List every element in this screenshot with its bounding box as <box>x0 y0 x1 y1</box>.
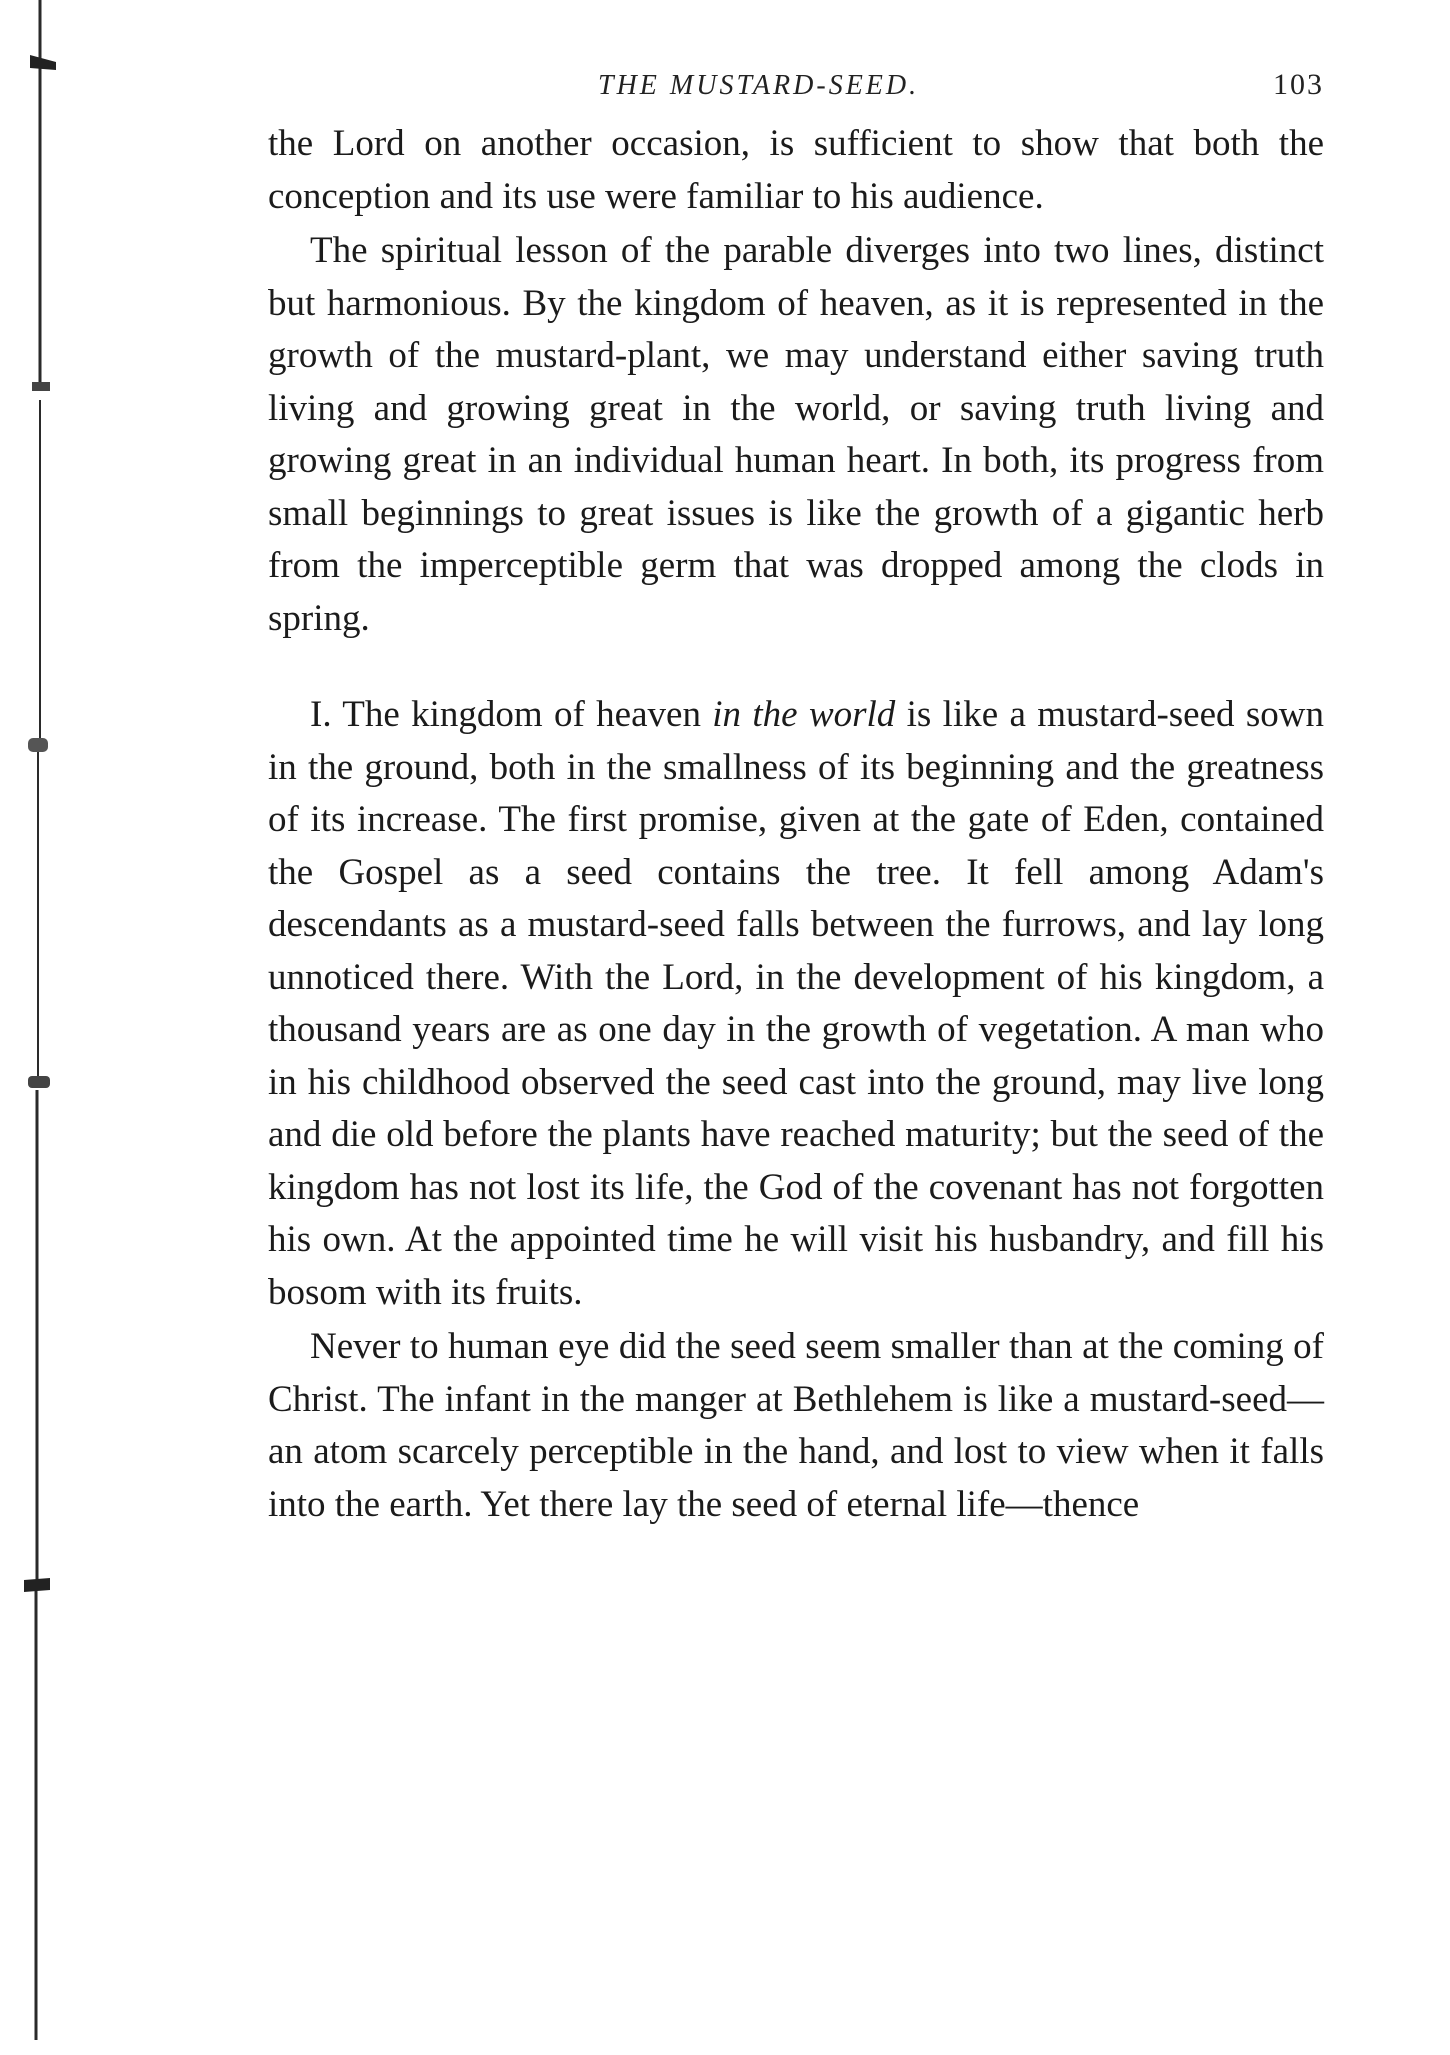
book-page <box>268 58 1324 1531</box>
paragraph-section-one-start: I. The kingdom of heaven <box>310 694 713 735</box>
running-head <box>268 58 1324 118</box>
emphasis-in-the-world: in the world <box>712 694 896 735</box>
paragraph-continued: the Lord on another occasion, is sufficient to show that both the conception and its use were familiar to his audience. <box>268 123 1324 217</box>
page-number: 103 <box>1273 68 1324 101</box>
paragraph-never-to-human-eye: Never to human eye did the seed seem smaller than at the coming of Christ. The infant in the manger at Bethlehem is like a mustard-seed—an atom scarcely perceptible in the hand, and lost to view when it falls into the earth. Yet there lay the seed of eternal life—thence <box>268 1326 1324 1525</box>
running-head-title: THE MUSTARD-SEED. <box>598 70 920 101</box>
paragraph-spiritual-lesson: The spiritual lesson of the parable diverges into two lines, distinct but harmonious. By the kingdom of heaven, as it is represented in the growth of the mustard-plant, we may understand either saving truth living and growing great in the world, or saving truth living and growing great in an individual human heart. In both, its progress from small beginnings to great issues is like the growth of a gigantic herb from the imperceptible germ that was dropped among the clods in spring. <box>268 230 1324 639</box>
binding-mark-knot-1 <box>32 382 50 391</box>
paragraph-section-one <box>268 689 1324 1319</box>
paragraph-section-one-rest: is like a mustard-seed sown in the ground, both in the smallness of its beginning and the greatness of its increase. The first promise, given at the gate of Eden, contained the Gospel as a seed contains the tree. It fell among Adam's descendants as a mustard-seed falls between the furrows, and lay long unnoticed there. With the Lord, in the development of his kingdom, a thousand years are as one day in the growth of vegetation. A man who in his childhood observed the seed cast into the ground, may live long and die old before the plants have reached maturity; but the seed of the kingdom has not lost its life, the God of the covenant has not forgotten his own. At the appointed time he will visit his husbandry, and fill his bosom with its fruits. <box>268 694 1324 1313</box>
binding-mark-knot-2 <box>28 738 48 752</box>
body-text <box>268 118 1324 1531</box>
page-binding-edge <box>0 0 120 2055</box>
binding-mark-top <box>30 55 56 70</box>
binding-mark-knot-3 <box>28 1076 50 1088</box>
binding-mark-bottom <box>24 1578 50 1592</box>
